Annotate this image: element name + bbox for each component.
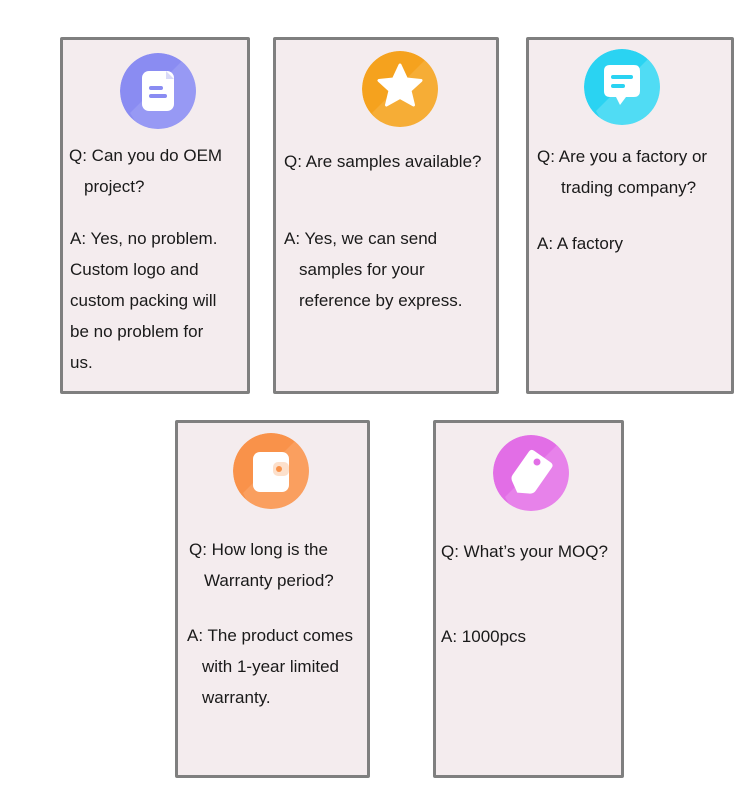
answer-line: warranty.	[202, 688, 271, 707]
answer-text	[537, 228, 623, 259]
document-icon	[120, 53, 196, 129]
answer-line: us.	[70, 353, 93, 372]
answer-line: Custom logo and	[70, 260, 199, 279]
answer-line: A: 1000pcs	[441, 627, 527, 646]
faq-card-moq	[433, 420, 624, 778]
question-text	[537, 141, 707, 203]
answer-line: A: The product comes	[187, 626, 353, 645]
star-icon	[362, 51, 438, 127]
question-line: trading company?	[561, 178, 697, 197]
question-text	[69, 140, 222, 202]
question-text	[189, 534, 334, 596]
chat-bubble-icon	[584, 49, 660, 125]
answer-line: A: Yes, no problem.	[70, 229, 218, 248]
question-line: Warranty period?	[204, 571, 334, 590]
answer-text	[284, 223, 462, 316]
price-tag-icon	[493, 435, 569, 511]
answer-line: custom packing will	[70, 291, 217, 310]
question-line: Q: How long is the	[189, 540, 328, 559]
faq-card-warranty	[175, 420, 370, 778]
question-line: Q: Are samples available?	[284, 152, 482, 171]
question-line: Q: Are you a factory or	[537, 147, 708, 166]
answer-line: samples for your	[299, 260, 425, 279]
faq-card-oem	[60, 37, 250, 394]
answer-text	[441, 621, 526, 652]
wallet-icon	[233, 433, 309, 509]
answer-line: A: Yes, we can send	[284, 229, 438, 248]
question-line: Q: What’s your MOQ?	[441, 542, 608, 561]
question-line: project?	[84, 177, 145, 196]
faq-card-samples	[273, 37, 499, 394]
answer-line: with 1-year limited	[202, 657, 339, 676]
answer-line: A: A factory	[537, 234, 623, 253]
question-text	[284, 146, 482, 177]
answer-line: reference by express.	[299, 291, 463, 310]
question-line: Q: Can you do OEM	[69, 146, 223, 165]
question-text	[441, 536, 608, 567]
faq-card-factory	[526, 37, 734, 394]
answer-line: be no problem for	[70, 322, 204, 341]
answer-text	[187, 620, 353, 713]
answer-text	[70, 223, 217, 378]
